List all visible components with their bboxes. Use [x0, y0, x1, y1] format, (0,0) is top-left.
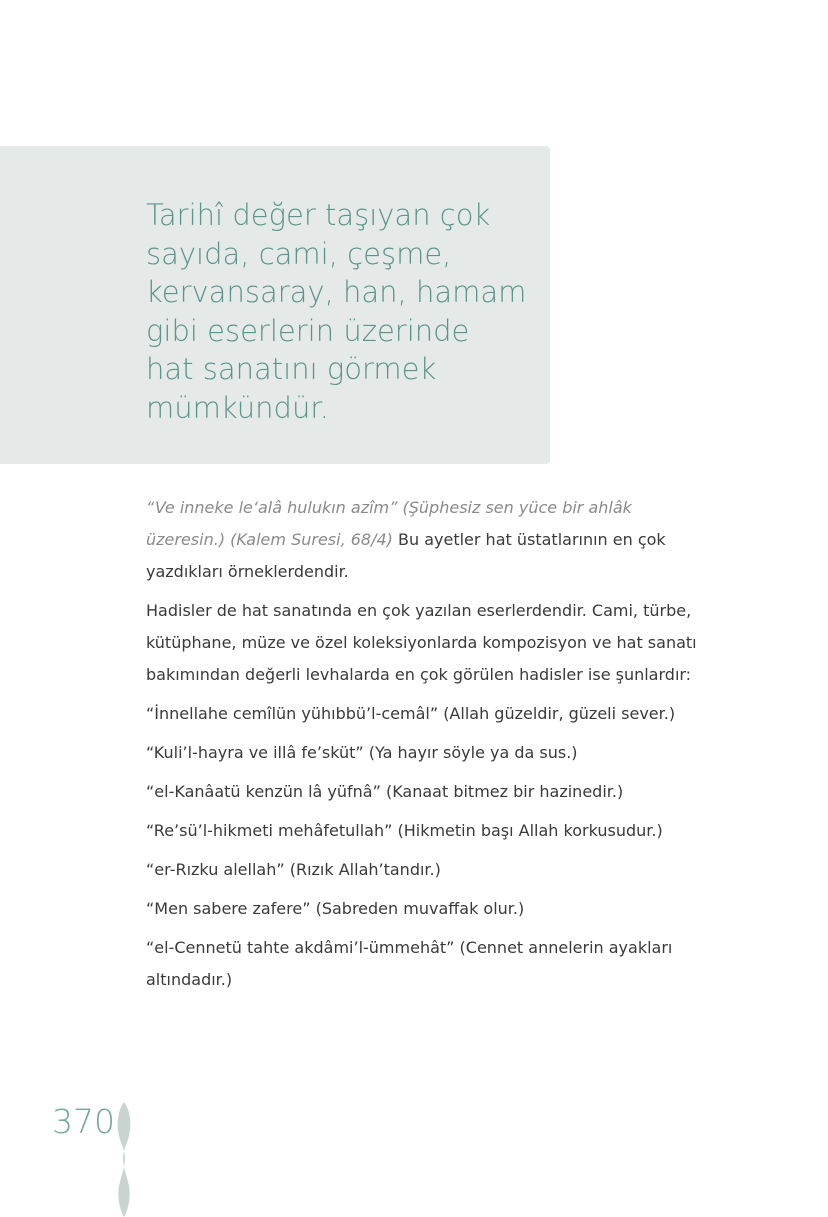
- pullquote-line: kervansaray, han, hamam: [146, 275, 527, 309]
- pullquote-line: gibi eserlerin üzerinde: [146, 313, 470, 348]
- hadith-item: “Re’sü’l-hikmeti mehâfetullah” (Hikmetin başı Allah korkusudur.): [146, 821, 663, 840]
- page-number: 370: [52, 1102, 115, 1141]
- pullquote-line: sayıda, cami, çeşme,: [146, 236, 452, 271]
- ornament-shape: [118, 1102, 131, 1217]
- tulip-ornament-icon: [110, 1102, 138, 1217]
- verse-citation: “Ve inneke le‘alâ hulukın azîm” (Şüphesiz sen yüce bir ahlâk üzeresin.) (Kalem Suresi, 68/4): [146, 498, 632, 549]
- pullquote-line: Tarihî değer taşıyan çok: [146, 198, 491, 232]
- pullquote-text: [146, 196, 536, 427]
- paragraph-text: Bu ayetler hat üstatlarının en çok yazdıkları örneklerdendir.: [146, 530, 666, 581]
- hadith-item: “Kuli’l-hayra ve illâ fe’sküt” (Ya hayır söyle ya da sus.): [146, 743, 578, 762]
- hadith-item: “el-Kanâatü kenzün lâ yüfnâ” (Kanaat bitmez bir hazinedir.): [146, 782, 624, 801]
- paragraph-hadith-intro: Hadisler de hat sanatında en çok yazılan eserlerdendir. Cami, türbe, kütüphane, müze ve özel koleksiyonlarda kompozisyon ve hat sanatı bakımından değerli levhalarda en çok görülen hadisler ise şunlardır:: [146, 601, 697, 684]
- hadith-item: “İnnellahe cemîlün yühıbbü’l-cemâl” (Allah güzeldir, güzeli sever.): [146, 704, 676, 723]
- pullquote-line: hat sanatını görmek: [146, 352, 437, 386]
- hadith-item: “el-Cennetü tahte akdâmi’l-ümmehât” (Cennet annelerin ayakları altındadır.): [146, 938, 673, 989]
- hadith-item: “er-Rızku alellah” (Rızık Allah’tandır.): [146, 860, 441, 879]
- paragraph-verse: [146, 492, 706, 588]
- body-text: [146, 492, 706, 1003]
- pullquote-line: mümkündür.: [146, 390, 329, 425]
- hadith-item: “Men sabere zafere” (Sabreden muvaffak olur.): [146, 899, 525, 918]
